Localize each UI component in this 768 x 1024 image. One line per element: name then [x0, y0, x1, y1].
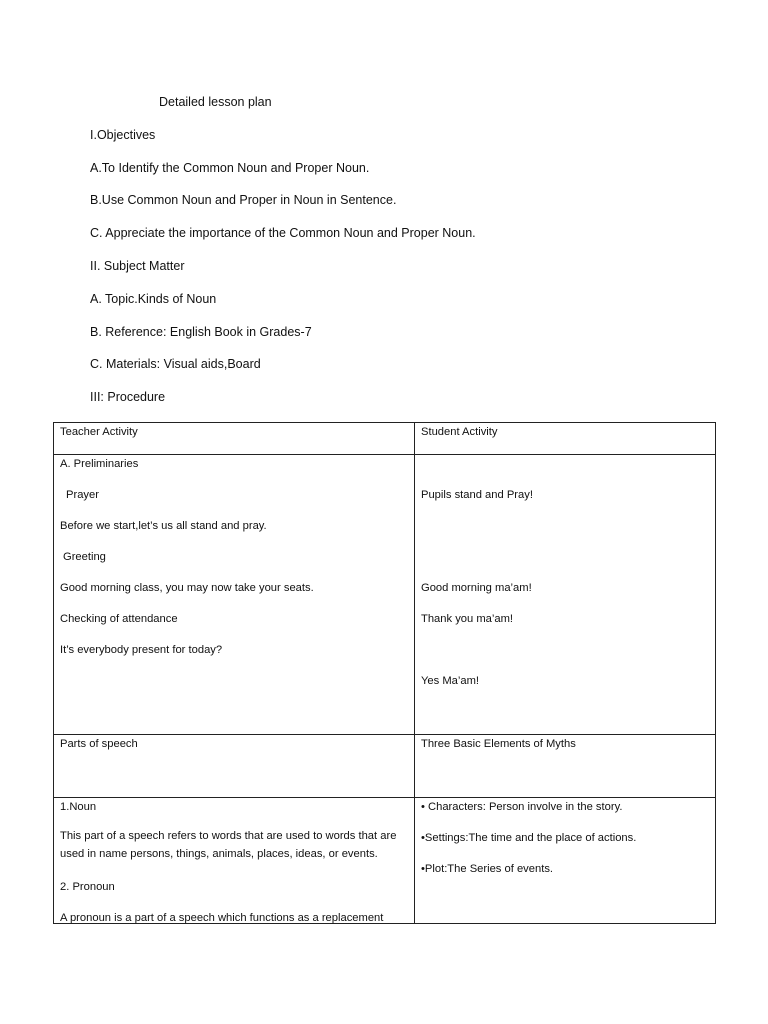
preliminaries-label: A. Preliminaries [60, 458, 139, 470]
student-elements-list-cell [415, 798, 716, 924]
procedure-table [53, 422, 716, 924]
characters-item: • Characters: Person involve in the story. [421, 801, 623, 813]
greeting-text: Good morning class, you may now take your seats. [60, 582, 314, 594]
settings-item: •Settings:The time and the place of actions. [421, 832, 637, 844]
plot-item: •Plot:The Series of events. [421, 863, 554, 875]
table-row [54, 798, 716, 924]
student-greeting-response: Good morning ma’am! [421, 582, 532, 594]
attendance-text: It’s everybody present for today? [60, 644, 223, 656]
prayer-text: Before we start,let’s us all stand and pray. [60, 520, 267, 532]
noun-label: 1.Noun [60, 801, 97, 813]
objective-c: C. Appreciate the importance of the Common Noun and Proper Noun. [90, 226, 476, 240]
teacher-noun-cell [54, 798, 415, 924]
teacher-activity-header-label: Teacher Activity [60, 426, 138, 438]
student-prayer-response: Pupils stand and Pray! [421, 489, 533, 501]
topic-line: A. Topic.Kinds of Noun [90, 292, 217, 306]
objective-b: B.Use Common Noun and Proper in Noun in Sentence. [90, 193, 397, 207]
document-title: Detailed lesson plan [159, 95, 272, 109]
teacher-preliminaries-cell [54, 455, 415, 735]
objective-a: A.To Identify the Common Noun and Proper Noun. [90, 161, 370, 175]
greeting-label: Greeting [63, 551, 106, 563]
noun-definition: This part of a speech refers to words that are used to words that are used in name persons, things, animals, places, ideas, or events. [60, 830, 397, 860]
pronoun-definition: A pronoun is a part of a speech which functions as a replacement [60, 912, 384, 924]
student-activity-header-label: Student Activity [421, 426, 498, 438]
subject-matter-heading: II. Subject Matter [90, 259, 185, 273]
procedure-heading: III: Procedure [90, 390, 166, 404]
pronoun-label: 2. Pronoun [60, 881, 115, 893]
reference-line: B. Reference: English Book in Grades-7 [90, 325, 312, 339]
parts-of-speech-label: Parts of speech [60, 738, 138, 750]
student-activity-header [415, 423, 716, 455]
prayer-label: Prayer [66, 489, 99, 501]
student-preliminaries-cell [415, 455, 716, 735]
table-header-row [54, 423, 716, 455]
elements-of-myths-label: Three Basic Elements of Myths [421, 738, 576, 750]
materials-line: C. Materials: Visual aids,Board [90, 357, 261, 371]
teacher-parts-of-speech-cell [54, 735, 415, 798]
student-thanks-response: Thank you ma’am! [421, 613, 514, 625]
attendance-label: Checking of attendance [60, 613, 178, 625]
objectives-heading: I.Objectives [90, 128, 156, 142]
table-row [54, 735, 716, 798]
student-attendance-response: Yes Ma’am! [421, 675, 480, 687]
teacher-activity-header [54, 423, 415, 455]
table-row [54, 455, 716, 735]
student-elements-cell [415, 735, 716, 798]
